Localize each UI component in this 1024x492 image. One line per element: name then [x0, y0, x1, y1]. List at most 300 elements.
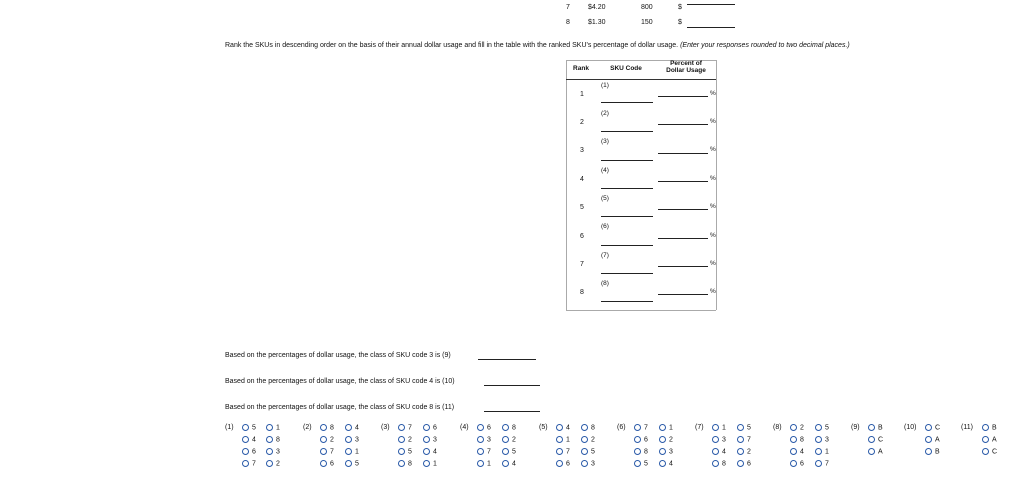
- radio-button-icon: [398, 436, 405, 443]
- radio-button-icon: [266, 424, 273, 431]
- radio-option[interactable]: [266, 460, 280, 468]
- radio-button-icon: [423, 436, 430, 443]
- radio-option[interactable]: [737, 448, 751, 456]
- instruction: [225, 42, 850, 49]
- radio-button-icon: [320, 448, 327, 455]
- percent-input-4[interactable]: [658, 181, 708, 182]
- percent-input-1[interactable]: [658, 96, 708, 97]
- top-row-sku: 8: [566, 19, 570, 26]
- option-label: 4: [512, 460, 516, 468]
- radio-option[interactable]: [502, 460, 516, 468]
- radio-option[interactable]: [790, 436, 804, 444]
- radio-option[interactable]: [266, 448, 280, 456]
- radio-button-icon: [982, 436, 989, 443]
- radio-button-icon: [581, 424, 588, 431]
- radio-button-icon: [790, 436, 797, 443]
- option-label: 4: [433, 448, 437, 456]
- radio-option[interactable]: [712, 436, 726, 444]
- radio-option[interactable]: [712, 460, 726, 468]
- top-row-cost: $4.20: [588, 4, 606, 11]
- radio-option[interactable]: [423, 424, 437, 432]
- option-label: 2: [747, 448, 751, 456]
- radio-option[interactable]: [790, 460, 804, 468]
- radio-button-icon: [266, 436, 273, 443]
- radio-option[interactable]: [266, 436, 280, 444]
- radio-option[interactable]: [815, 448, 829, 456]
- option-label: 2: [512, 436, 516, 444]
- radio-button-icon: [815, 424, 822, 431]
- radio-option[interactable]: [502, 436, 516, 444]
- radio-button-icon: [815, 436, 822, 443]
- option-label: 8: [330, 424, 334, 432]
- header-sku-code: SKU Code: [610, 65, 642, 72]
- percent-input-5[interactable]: [658, 209, 708, 210]
- option-label: 5: [408, 448, 412, 456]
- radio-option[interactable]: [659, 460, 673, 468]
- radio-button-icon: [659, 436, 666, 443]
- option-label: 4: [722, 448, 726, 456]
- table-border-right: [716, 60, 717, 310]
- percent-input-7[interactable]: [658, 266, 708, 267]
- radio-option[interactable]: [345, 448, 359, 456]
- radio-option[interactable]: [242, 448, 256, 456]
- percent-suffix: %: [710, 175, 716, 182]
- percent-suffix: %: [710, 118, 716, 125]
- option-label: 5: [512, 448, 516, 456]
- option-label: C: [935, 424, 941, 432]
- radio-button-icon: [556, 424, 563, 431]
- radio-option[interactable]: [634, 424, 648, 432]
- radio-button-icon: [712, 448, 719, 455]
- option-label: 7: [566, 448, 570, 456]
- radio-button-icon: [502, 460, 509, 467]
- radio-option[interactable]: [737, 424, 751, 432]
- radio-button-icon: [925, 436, 932, 443]
- option-label: 8: [408, 460, 412, 468]
- radio-button-icon: [398, 424, 405, 431]
- option-label: 7: [825, 460, 829, 468]
- option-label: 5: [644, 460, 648, 468]
- radio-button-icon: [634, 436, 641, 443]
- radio-button-icon: [320, 460, 327, 467]
- blank-label: (8): [601, 280, 609, 287]
- radio-button-icon: [242, 436, 249, 443]
- radio-button-icon: [398, 448, 405, 455]
- radio-button-icon: [737, 436, 744, 443]
- blank-label: (3): [601, 138, 609, 145]
- option-label: 6: [252, 448, 256, 456]
- radio-button-icon: [925, 424, 932, 431]
- radio-option[interactable]: [242, 436, 256, 444]
- radio-option[interactable]: [712, 448, 726, 456]
- option-label: 3: [276, 448, 280, 456]
- rank-cell: 6: [580, 233, 584, 240]
- radio-option[interactable]: [477, 436, 491, 444]
- group-label: (9): [851, 424, 860, 431]
- radio-button-icon: [556, 436, 563, 443]
- group-label: (1): [225, 424, 234, 431]
- radio-option[interactable]: [320, 448, 334, 456]
- radio-option[interactable]: [982, 436, 997, 444]
- instruction-note: (Enter your responses rounded to two decimal places.): [680, 42, 850, 49]
- sku-code-input-1[interactable]: [601, 102, 653, 103]
- radio-option[interactable]: [345, 424, 359, 432]
- percent-input-2[interactable]: [658, 124, 708, 125]
- option-label: 7: [487, 448, 491, 456]
- option-label: 3: [722, 436, 726, 444]
- option-label: 3: [591, 460, 595, 468]
- radio-button-icon: [242, 460, 249, 467]
- option-label: 1: [669, 424, 673, 432]
- radio-option[interactable]: [320, 436, 334, 444]
- radio-option[interactable]: [925, 448, 940, 456]
- radio-option[interactable]: [581, 436, 595, 444]
- option-label: 5: [252, 424, 256, 432]
- radio-button-icon: [982, 424, 989, 431]
- blank-label: (7): [601, 252, 609, 259]
- radio-option[interactable]: [815, 436, 829, 444]
- radio-button-icon: [345, 448, 352, 455]
- option-label: 2: [591, 436, 595, 444]
- percent-suffix: %: [710, 232, 716, 239]
- radio-button-icon: [815, 460, 822, 467]
- radio-option[interactable]: [423, 436, 437, 444]
- option-label: A: [992, 436, 997, 444]
- radio-button-icon: [868, 436, 875, 443]
- radio-button-icon: [659, 460, 666, 467]
- blank-label: (6): [601, 223, 609, 230]
- option-label: 3: [487, 436, 491, 444]
- sku-code-input-2[interactable]: [601, 131, 653, 132]
- radio-button-icon: [737, 424, 744, 431]
- option-label: 1: [722, 424, 726, 432]
- radio-option[interactable]: [477, 448, 491, 456]
- radio-option[interactable]: [556, 448, 570, 456]
- answer-9-input[interactable]: [478, 359, 536, 360]
- radio-option[interactable]: [634, 460, 648, 468]
- percent-suffix: %: [710, 288, 716, 295]
- radio-option[interactable]: [398, 436, 412, 444]
- radio-button-icon: [790, 460, 797, 467]
- instruction-text: Rank the SKUs in descending order on the basis of their annual dollar usage and fill in the table with the ranked SKU's percentage of dollar usage.: [225, 42, 679, 49]
- radio-option[interactable]: [477, 460, 491, 468]
- option-label: 7: [644, 424, 648, 432]
- radio-option[interactable]: [712, 424, 726, 432]
- option-label: 5: [825, 424, 829, 432]
- group-label: (10): [904, 424, 917, 431]
- table-header-divider: [566, 79, 716, 80]
- radio-button-icon: [581, 460, 588, 467]
- radio-option[interactable]: [659, 448, 673, 456]
- option-label: 2: [276, 460, 280, 468]
- radio-option[interactable]: [659, 424, 673, 432]
- group-label: (5): [539, 424, 548, 431]
- radio-option[interactable]: [242, 424, 256, 432]
- option-label: 8: [800, 436, 804, 444]
- radio-button-icon: [477, 460, 484, 467]
- radio-button-icon: [712, 424, 719, 431]
- group-label: (3): [381, 424, 390, 431]
- top-row-sku: 7: [566, 4, 570, 11]
- top-row-dollar: $: [678, 4, 682, 11]
- option-label: 8: [722, 460, 726, 468]
- radio-button-icon: [502, 424, 509, 431]
- radio-option[interactable]: [982, 424, 997, 432]
- percent-suffix: %: [710, 260, 716, 267]
- radio-button-icon: [423, 460, 430, 467]
- option-label: B: [878, 424, 883, 432]
- radio-button-icon: [556, 448, 563, 455]
- option-label: A: [878, 448, 883, 456]
- group-label: (4): [460, 424, 469, 431]
- top-row-qty: 150: [641, 19, 653, 26]
- question-11: [225, 404, 454, 411]
- radio-option[interactable]: [398, 448, 412, 456]
- option-label: 1: [825, 448, 829, 456]
- radio-option[interactable]: [790, 424, 804, 432]
- option-label: 4: [566, 424, 570, 432]
- radio-button-icon: [737, 460, 744, 467]
- percent-input-8[interactable]: [658, 294, 708, 295]
- option-label: 7: [330, 448, 334, 456]
- radio-button-icon: [556, 460, 563, 467]
- option-label: 8: [644, 448, 648, 456]
- radio-button-icon: [502, 448, 509, 455]
- sku-code-input-7[interactable]: [601, 273, 653, 274]
- top-row-cost: $1.30: [588, 19, 606, 26]
- top-row-input[interactable]: [687, 27, 735, 28]
- radio-button-icon: [581, 436, 588, 443]
- percent-suffix: %: [710, 146, 716, 153]
- option-label: 3: [355, 436, 359, 444]
- radio-button-icon: [320, 436, 327, 443]
- rank-cell: 8: [580, 289, 584, 296]
- option-label: 1: [276, 424, 280, 432]
- question-text: Based on the percentages of dollar usage, the class of SKU code 3 is (9): [225, 352, 451, 359]
- radio-option[interactable]: [477, 424, 491, 432]
- radio-button-icon: [634, 424, 641, 431]
- group-label: (8): [773, 424, 782, 431]
- option-label: 5: [355, 460, 359, 468]
- radio-option[interactable]: [925, 424, 940, 432]
- option-label: 6: [566, 460, 570, 468]
- group-label: (7): [695, 424, 704, 431]
- sku-code-input-6[interactable]: [601, 245, 653, 246]
- radio-button-icon: [790, 424, 797, 431]
- option-label: 7: [747, 436, 751, 444]
- percent-input-6[interactable]: [658, 238, 708, 239]
- radio-option[interactable]: [634, 436, 648, 444]
- option-label: 8: [276, 436, 280, 444]
- radio-button-icon: [815, 448, 822, 455]
- blank-label: (1): [601, 82, 609, 89]
- radio-option[interactable]: [345, 460, 359, 468]
- radio-option[interactable]: [581, 460, 595, 468]
- radio-option[interactable]: [868, 436, 883, 444]
- answer-11-input[interactable]: [484, 411, 540, 412]
- radio-option[interactable]: [815, 424, 829, 432]
- radio-button-icon: [925, 448, 932, 455]
- option-label: 2: [800, 424, 804, 432]
- radio-button-icon: [712, 436, 719, 443]
- radio-button-icon: [982, 448, 989, 455]
- radio-option[interactable]: [556, 460, 570, 468]
- radio-button-icon: [320, 424, 327, 431]
- sku-code-input-3[interactable]: [601, 160, 653, 161]
- group-label: (11): [961, 424, 973, 431]
- radio-button-icon: [502, 436, 509, 443]
- radio-option[interactable]: [320, 460, 334, 468]
- radio-option[interactable]: [266, 424, 280, 432]
- rank-cell: 1: [580, 91, 584, 98]
- radio-button-icon: [790, 448, 797, 455]
- option-label: 2: [408, 436, 412, 444]
- radio-button-icon: [477, 424, 484, 431]
- radio-option[interactable]: [423, 448, 437, 456]
- radio-button-icon: [423, 448, 430, 455]
- rank-cell: 7: [580, 261, 584, 268]
- radio-option[interactable]: [581, 448, 595, 456]
- radio-button-icon: [659, 424, 666, 431]
- header-percent-line2: Dollar Usage: [666, 67, 706, 74]
- radio-option[interactable]: [423, 460, 437, 468]
- sku-code-input-8[interactable]: [601, 301, 653, 302]
- radio-option[interactable]: [502, 448, 516, 456]
- blank-label: (5): [601, 195, 609, 202]
- radio-option[interactable]: [581, 424, 595, 432]
- question-10: [225, 378, 455, 385]
- percent-suffix: %: [710, 90, 716, 97]
- radio-button-icon: [345, 460, 352, 467]
- radio-button-icon: [345, 436, 352, 443]
- radio-option[interactable]: [634, 448, 648, 456]
- radio-button-icon: [266, 460, 273, 467]
- rank-cell: 5: [580, 204, 584, 211]
- option-label: 1: [355, 448, 359, 456]
- option-label: 8: [591, 424, 595, 432]
- radio-option[interactable]: [320, 424, 334, 432]
- radio-button-icon: [242, 448, 249, 455]
- option-label: B: [992, 424, 997, 432]
- option-label: 6: [800, 460, 804, 468]
- radio-option[interactable]: [502, 424, 516, 432]
- question-text: Based on the percentages of dollar usage, the class of SKU code 4 is (10): [225, 378, 455, 385]
- option-label: 8: [512, 424, 516, 432]
- table-border-bottom: [566, 310, 716, 311]
- radio-option[interactable]: [345, 436, 359, 444]
- radio-option[interactable]: [868, 424, 883, 432]
- percent-suffix: %: [710, 203, 716, 210]
- option-label: 1: [487, 460, 491, 468]
- option-label: 3: [433, 436, 437, 444]
- radio-option[interactable]: [556, 436, 570, 444]
- blank-label: (4): [601, 167, 609, 174]
- header-percent-line1: Percent of: [670, 60, 702, 67]
- top-row-input[interactable]: [687, 4, 735, 5]
- radio-button-icon: [242, 424, 249, 431]
- option-label: 6: [487, 424, 491, 432]
- sku-code-input-4[interactable]: [601, 188, 653, 189]
- question-9: [225, 352, 451, 359]
- radio-button-icon: [868, 448, 875, 455]
- answer-10-input[interactable]: [484, 385, 540, 386]
- option-label: 5: [591, 448, 595, 456]
- group-label: (2): [303, 424, 312, 431]
- radio-option[interactable]: [737, 436, 751, 444]
- radio-option[interactable]: [556, 424, 570, 432]
- radio-option[interactable]: [815, 460, 829, 468]
- radio-button-icon: [634, 460, 641, 467]
- top-row-dollar: $: [678, 19, 682, 26]
- option-label: 3: [669, 448, 673, 456]
- option-label: 1: [433, 460, 437, 468]
- radio-button-icon: [659, 448, 666, 455]
- radio-button-icon: [345, 424, 352, 431]
- option-label: C: [878, 436, 884, 444]
- option-label: 5: [747, 424, 751, 432]
- option-label: 2: [330, 436, 334, 444]
- radio-button-icon: [477, 436, 484, 443]
- radio-button-icon: [398, 460, 405, 467]
- option-label: B: [935, 448, 940, 456]
- radio-button-icon: [423, 424, 430, 431]
- option-label: 1: [566, 436, 570, 444]
- option-label: 6: [330, 460, 334, 468]
- sku-code-input-5[interactable]: [601, 216, 653, 217]
- radio-button-icon: [634, 448, 641, 455]
- option-label: A: [935, 436, 940, 444]
- radio-button-icon: [581, 448, 588, 455]
- option-label: 4: [669, 460, 673, 468]
- rank-cell: 2: [580, 119, 584, 126]
- table-border-left: [566, 60, 567, 310]
- radio-option[interactable]: [398, 460, 412, 468]
- option-label: 4: [252, 436, 256, 444]
- radio-option[interactable]: [868, 448, 883, 456]
- rank-cell: 4: [580, 176, 584, 183]
- radio-option[interactable]: [925, 436, 940, 444]
- radio-button-icon: [868, 424, 875, 431]
- option-label: C: [992, 448, 998, 456]
- option-label: 6: [433, 424, 437, 432]
- group-label: (6): [617, 424, 626, 431]
- option-label: 4: [800, 448, 804, 456]
- top-row-qty: 800: [641, 4, 653, 11]
- radio-button-icon: [737, 448, 744, 455]
- option-label: 3: [825, 436, 829, 444]
- radio-option[interactable]: [737, 460, 751, 468]
- option-label: 4: [355, 424, 359, 432]
- radio-option[interactable]: [242, 460, 256, 468]
- option-label: 7: [408, 424, 412, 432]
- option-label: 6: [644, 436, 648, 444]
- rank-cell: 3: [580, 147, 584, 154]
- question-text: Based on the percentages of dollar usage, the class of SKU code 8 is (11): [225, 404, 455, 411]
- radio-button-icon: [266, 448, 273, 455]
- option-label: 7: [252, 460, 256, 468]
- radio-button-icon: [477, 448, 484, 455]
- radio-option[interactable]: [659, 436, 673, 444]
- header-percent: [656, 60, 716, 74]
- option-label: 6: [747, 460, 751, 468]
- blank-label: (2): [601, 110, 609, 117]
- radio-option[interactable]: [982, 448, 997, 456]
- radio-button-icon: [712, 460, 719, 467]
- percent-input-3[interactable]: [658, 153, 708, 154]
- header-rank: Rank: [573, 65, 589, 72]
- radio-option[interactable]: [398, 424, 412, 432]
- radio-option[interactable]: [790, 448, 804, 456]
